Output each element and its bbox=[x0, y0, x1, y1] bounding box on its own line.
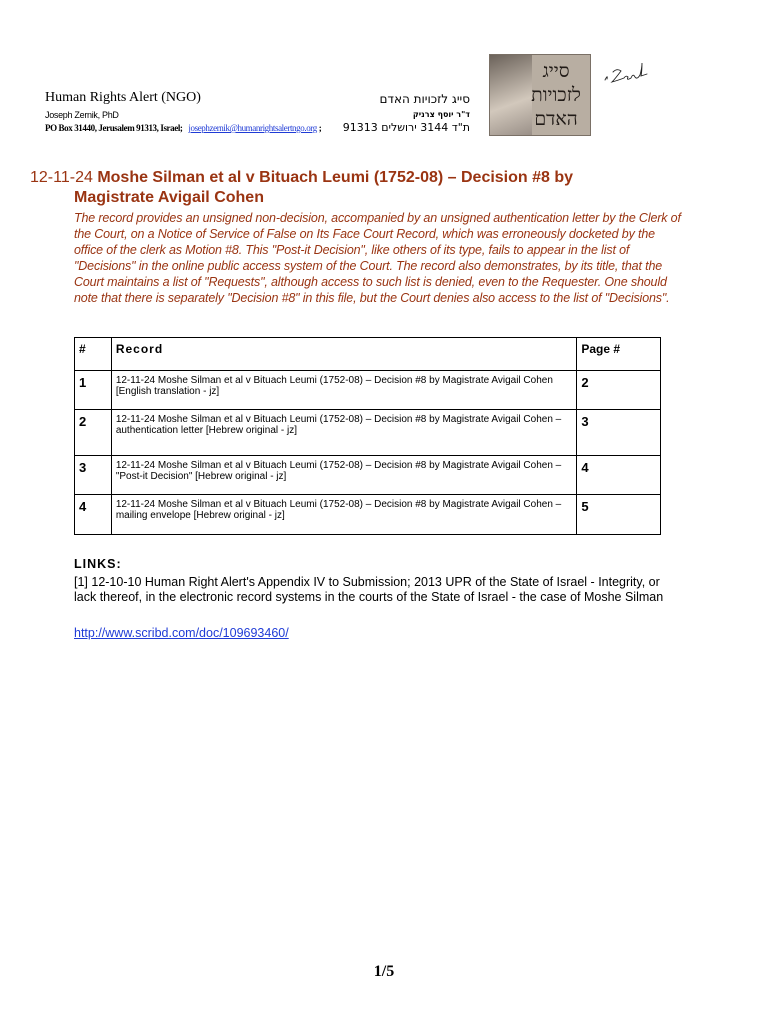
person-name: Joseph Zernik, PhD bbox=[45, 110, 119, 120]
header-record: Record bbox=[111, 338, 577, 371]
signature-icon bbox=[601, 60, 661, 90]
org-address bbox=[45, 123, 321, 133]
row-page: 2 bbox=[577, 371, 661, 410]
row-record: 12-11-24 Moshe Silman et al v Bituach Leumi (1752-08) – Decision #8 by Magistrate Avigail Cohen – mailing envelope [Hebrew original - jz] bbox=[111, 495, 577, 535]
table-row bbox=[75, 410, 661, 456]
org-name: Human Rights Alert (NGO) bbox=[45, 90, 201, 105]
row-number: 4 bbox=[75, 495, 112, 535]
logo-line-2: לזכויות bbox=[531, 84, 581, 106]
row-record: 12-11-24 Moshe Silman et al v Bituach Leumi (1752-08) – Decision #8 by Magistrate Avigail Cohen [English translation - jz] bbox=[111, 371, 577, 410]
links-heading: LINKS: bbox=[74, 557, 122, 571]
logo-line-1: סייג bbox=[542, 60, 570, 82]
logo-lettering bbox=[526, 59, 586, 131]
logo-line-3: האדם bbox=[534, 108, 578, 130]
row-number: 2 bbox=[75, 410, 112, 456]
title-line-1: Moshe Silman et al v Bituach Leumi (1752-08) – Decision #8 by bbox=[97, 169, 574, 186]
hebrew-address: ת"ד 3144 ירושלים 91313 bbox=[342, 121, 470, 134]
title-date: 12-11-24 bbox=[30, 169, 93, 186]
document-title bbox=[30, 168, 710, 208]
row-record: 12-11-24 Moshe Silman et al v Bituach Leumi (1752-08) – Decision #8 by Magistrate Avigail Cohen – "Post-it Decision" [Hebrew original - jz] bbox=[111, 456, 577, 495]
logo-emblem bbox=[489, 54, 591, 136]
record-description: The record provides an unsigned non-decision, accompanied by an unsigned authentication letter by the Clerk of the Court, on a Notice of Service of False on Its Face Court Record, which was erroneously docketed by the office of the clerk as Motion #8. This "Post-it Decision", like others of its type, fails to appear in the list of "Decisions" in the online public access system of the Court. The record also demonstrates, by its title, that the Court maintains a list of "Requests", although access to such list is denied, even to the Requester. One should note that there is separately "Decision #8" in this file, but the Court denies also access to the list of "Decisions". bbox=[74, 211, 681, 305]
hebrew-org-name: סייג לזכויות האדם bbox=[379, 92, 470, 106]
row-page: 4 bbox=[577, 456, 661, 495]
row-page: 5 bbox=[577, 495, 661, 535]
link-url[interactable]: http://www.scribd.com/doc/109693460/ bbox=[74, 626, 289, 640]
table-row bbox=[75, 495, 661, 535]
link-description: [1] 12-10-10 Human Right Alert's Appendix IV to Submission; 2013 UPR of the State of Israel - Integrity, or lack thereof, in the electronic record systems in the courts of the State of Israel - the case of Moshe Silman bbox=[74, 575, 664, 604]
table-header-row bbox=[75, 338, 661, 371]
header-number: # bbox=[75, 338, 112, 371]
header-page: Page # bbox=[577, 338, 661, 371]
page-number: 1/5 bbox=[373, 963, 395, 980]
row-number: 1 bbox=[75, 371, 112, 410]
table-row bbox=[75, 371, 661, 410]
records-table bbox=[74, 337, 661, 535]
address-text: PO Box 31440, Jerusalem 91313, Israel; bbox=[45, 123, 183, 133]
email-link[interactable]: josephzernik@humanrightsalertngo.org bbox=[188, 123, 317, 133]
row-number: 3 bbox=[75, 456, 112, 495]
title-line-2: Magistrate Avigail Cohen bbox=[74, 189, 264, 206]
email-suffix: ; bbox=[318, 123, 322, 133]
table-row bbox=[75, 456, 661, 495]
row-record: 12-11-24 Moshe Silman et al v Bituach Leumi (1752-08) – Decision #8 by Magistrate Avigail Cohen – authentication letter [Hebrew original - jz] bbox=[111, 410, 577, 456]
row-page: 3 bbox=[577, 410, 661, 456]
hebrew-person-name: ד"ר יוסף צרניק bbox=[412, 110, 470, 119]
